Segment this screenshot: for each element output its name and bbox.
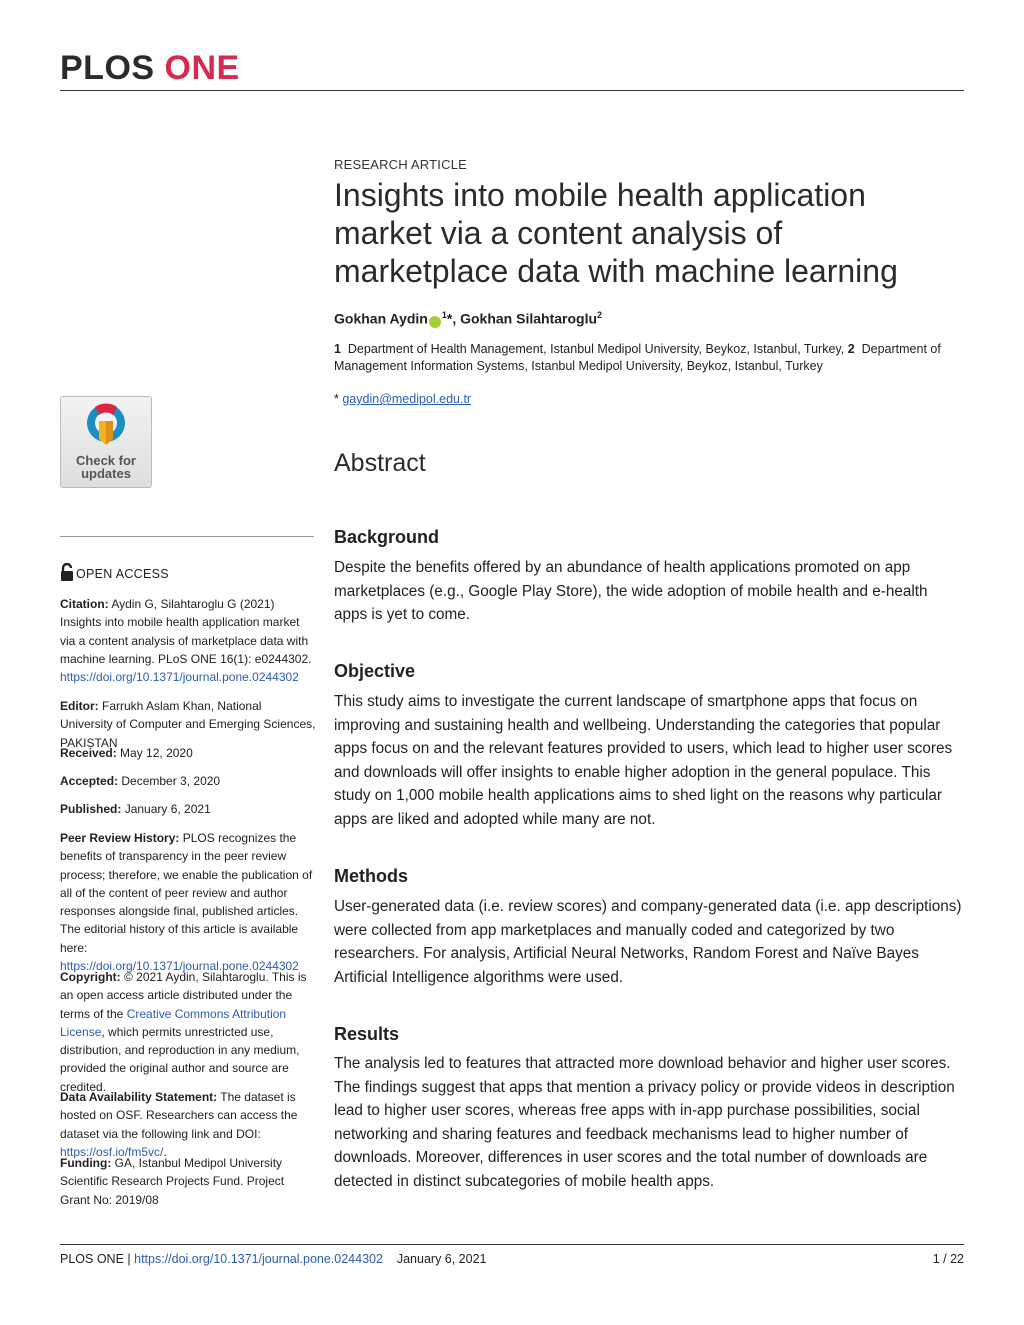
data-availability-label: Data Availability Statement: [60,1090,218,1104]
logo-plos: PLOS [60,49,155,87]
dataset-link[interactable]: https://osf.io/fm5vc/ [60,1144,164,1159]
sidebar-divider [60,536,314,537]
copyright-text: © 2021 Aydin, Silahtaroglu. This is an open access article distributed under the terms of the [60,970,307,1021]
background-text: Despite the benefits offered by an abundance of health applications promoted on app marketplaces (e.g., Google Play Store), the wide adoption of mobile health and e-health apps is yet to come. [334,559,928,623]
corresponding-email [334,392,964,406]
abstract-heading: Abstract [334,449,426,477]
check-for-updates-label: Check for updates [76,453,136,481]
orcid-icon[interactable] [429,316,441,328]
results-heading: Results [334,1024,400,1044]
objective-text: This study aims to investigate the current landscape of smartphone apps that focus on improving and sustaining health and wellbeing. Understanding the categories that popular apps focus on and the relevant features provided to users, which lead to higher user scores and downloads will offer insights to enable higher adoption in the general populace. This study on 1,000 mobile health applications aims to shed light on the reasons why particular apps are liked and adopted while many are not. [334,693,953,828]
editor-label: Editor: [60,699,99,713]
peer-review-label: Peer Review History: [60,831,180,845]
peer-review-block [60,829,316,975]
open-lock-icon [60,563,74,581]
citation-block [60,595,316,686]
objective-heading: Objective [334,661,416,681]
license-link[interactable]: Creative Commons Attribution License [60,1006,287,1039]
email-link[interactable]: gaydin@medipol.edu.tr [342,392,472,406]
results-text: The analysis led to features that attracted more download behavior and higher user scores. The findings suggest that apps that mention a privacy policy or provide videos in description lead to higher user scores, whereas free apps with in-app purchase possibilities, social networking and sharing features and feedback mechanisms lead to higher number of downloads. Moreover, differences in user scores and the total number of downloads are detected in distinct subcategories of mobile health apps. [334,1055,955,1190]
copyright-label: Copyright: [60,970,121,984]
published-date: January 6, 2021 [124,802,211,816]
email-prefix: * [334,392,339,406]
funding-block [60,1154,316,1209]
page-footer [60,1252,487,1266]
footer-doi-link[interactable]: https://doi.org/10.1371/journal.pone.0244302 [134,1252,383,1266]
journal-logo[interactable] [60,50,240,86]
article-type: RESEARCH ARTICLE [334,157,467,172]
data-availability-text: The dataset is hosted on OSF. Researchers can access the dataset via the following link and DOI: [60,1090,298,1141]
accepted-block [60,772,316,790]
citation-text: Aydin G, Silahtaroglu G (2021) Insights into mobile health application market via a content analysis of marketplace data with machine learning. PLoS ONE 16(1): e0244302. [60,597,312,666]
editor-text: Farrukh Aslam Khan, National University of Computer and Emerging Sciences, PAKISTAN [60,699,316,750]
author-1[interactable]: Gokhan Aydin [334,310,428,327]
methods-text: User-generated data (i.e. review scores) and company-generated data (i.e. app descriptions) were collected from app marketplaces and manually coded and categorized by two researchers. For analysis, Artificial Neural Networks, Random Forest and Naïve Bayes Artificial Intelligence algorithms were used. [334,898,962,986]
corresponding-mark: * [446,310,453,327]
published-label: Published: [60,802,122,816]
data-availability-block [60,1088,316,1161]
data-availability-end: . [163,1144,167,1159]
received-label: Received: [60,746,117,760]
author-list [334,310,964,327]
peer-review-link[interactable]: https://doi.org/10.1371/journal.pone.0244302 [60,959,299,974]
accepted-date: December 3, 2020 [121,774,221,788]
footer-date: January 6, 2021 [396,1252,487,1266]
funding-text: GA, Istanbul Medipol University Scientific Research Projects Fund. Project Grant No: 2019/08 [60,1156,285,1207]
logo-one: ONE [164,49,240,87]
page-number: 1 / 22 [932,1252,964,1266]
affil-1-text: Department of Health Management, Istanbul Medipol University, Beykoz, Istanbul, Turkey, [347,342,845,356]
received-date: May 12, 2020 [120,746,193,760]
affil-2-number: 2 [847,342,855,356]
author-1-affil: 1 [441,310,447,320]
copyright-block [60,968,316,1096]
copyright-text-end: , which permits unrestricted use, distribution, and reproduction in any medium, provided the original author and source are credited. [60,1024,300,1094]
header-divider [60,90,964,91]
crossmark-icon [82,401,130,453]
funding-label: Funding: [60,1156,112,1170]
check-for-updates-badge[interactable] [60,396,152,488]
peer-review-text: PLOS recognizes the benefits of transparency in the peer review process; therefore, we enable the publication of all of the content of peer review and author responses alongside final, published articles. The editorial history of this article is available here: [60,831,313,955]
author-2-affil: 2 [597,310,603,320]
methods-heading: Methods [334,866,408,886]
open-access-text: OPEN ACCESS [76,567,169,581]
footer-journal: PLOS ONE | [60,1252,131,1266]
published-block [60,800,316,818]
footer-divider [60,1244,964,1245]
author-2[interactable]: Gokhan Silahtaroglu [460,310,598,327]
background-heading: Background [334,527,440,547]
received-block [60,744,316,762]
author-separator: , [452,310,461,327]
open-access-label [60,563,169,581]
affiliations [334,341,964,375]
citation-label: Citation: [60,597,109,611]
affil-1-number: 1 [334,342,341,356]
affil-2-text: Department of Management Information Systems, Istanbul Medipol University, Beykoz, Istanbul, Turkey [334,342,941,373]
citation-doi-link[interactable]: https://doi.org/10.1371/journal.pone.0244302 [60,670,299,685]
article-title: Insights into mobile health application market via a content analysis of marketplace data with machine learning [334,177,898,289]
accepted-label: Accepted: [60,774,119,788]
